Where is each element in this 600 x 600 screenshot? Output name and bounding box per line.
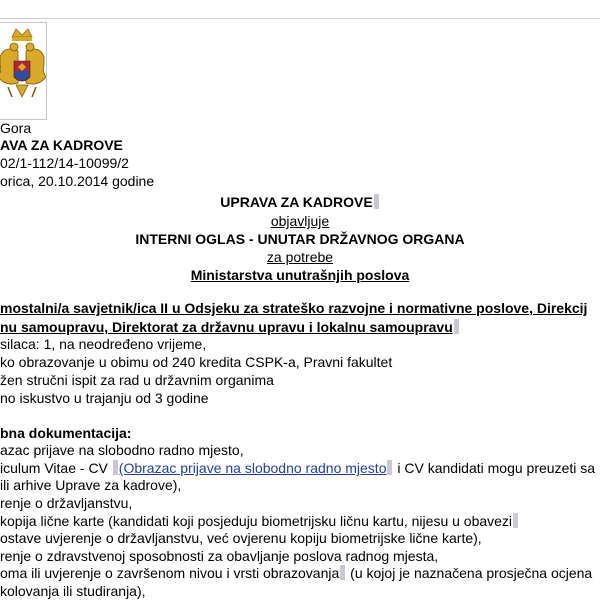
- doc-item: renje o zdravstvenoj sposobnosti za obavljanje poslova radnog mjesta,: [0, 548, 439, 564]
- doc-item: renje o državljanstvu,: [0, 495, 133, 511]
- place-date: orica, 20.10.2014 godine: [0, 173, 155, 189]
- title-line4: za potrebe: [266, 249, 334, 265]
- reference-number: 02/1-112/14-10099/2: [0, 155, 129, 171]
- org-line2: AVA ZA KADROVE: [0, 137, 123, 153]
- requirement-item: žen stručni ispit za rad u državnim organima: [0, 372, 274, 388]
- title-line2: objavljuje: [270, 213, 330, 229]
- title-line1: UPRAVA ZA KADROVE: [80, 193, 520, 211]
- montenegro-coat-of-arms-icon: [0, 27, 47, 119]
- position-title-line2: nu samoupravu, Direktorat za državnu upravu i lokalnu samoupravu: [0, 318, 600, 336]
- doc-item-cont: ostave uvjerenje o državljanstvu, već ovjerenu kopiju biometrijske lične karte),: [0, 530, 482, 546]
- title-line5: Ministarstva unutrašnjih poslova: [190, 267, 410, 283]
- doc-item: oma ili uvjerenje o završenom nivou i vrsti obrazovanja (u kojoj je naznačena prosječna ocjena: [0, 565, 593, 581]
- executors-count: silaca: 1, na neodređeno vrijeme,: [0, 336, 207, 352]
- documentation-heading: bna dokumentacija:: [0, 425, 132, 441]
- position-title-line1: mostalni/a savjetnik/ica II u Odsjeku za strateško razvojne i normativne poslove, Direkcij: [0, 300, 588, 316]
- top-border: [0, 18, 600, 19]
- requirement-item: ko obrazovanje u obimu od 240 kredita CSPK-a, Pravni fakultet: [0, 354, 393, 370]
- coat-of-arms-frame: [0, 22, 47, 120]
- doc-item-cv: iculum Vitae - CV (Obrazac prijave na slobodno radno mjesto i CV kandidati mogu preuzeti sa: [0, 460, 596, 476]
- cv-form-link[interactable]: (Obrazac prijave na slobodno radno mjesto: [118, 460, 387, 476]
- doc-item: azac prijave na slobodno radno mjesto,: [0, 442, 244, 458]
- doc-item-cv-cont: ili arhive Uprave za kadrove),: [0, 477, 182, 493]
- doc-item-cont: kolovanja ili studiranja),: [0, 583, 146, 599]
- requirement-item: no iskustvo u trajanju od 3 godine: [0, 390, 209, 406]
- doc-item: kopija lične karte (kandidati koji posjeduju biometrijsku ličnu kartu, nijesu u obavezi: [0, 512, 600, 530]
- org-line1: Gora: [0, 120, 32, 136]
- title-line3: INTERNI OGLAS - UNUTAR DRŽAVNOG ORGANA: [135, 231, 465, 247]
